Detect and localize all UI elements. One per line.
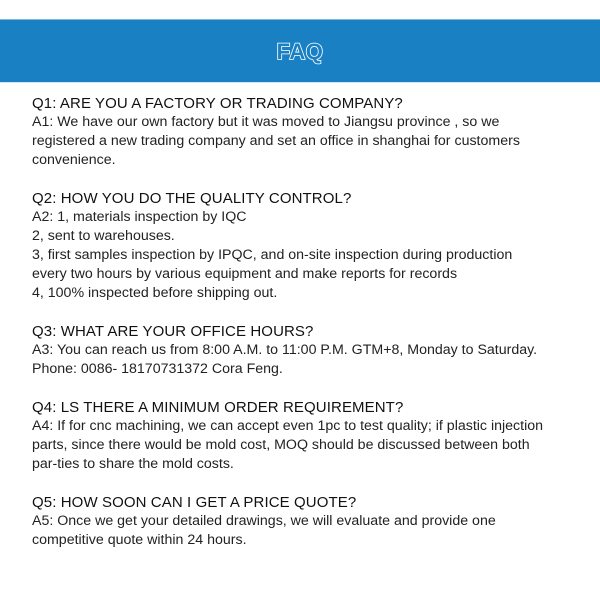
faq-question: Q3: WHAT ARE YOUR OFFICE HOURS? xyxy=(32,323,314,340)
answer-line: convenience. xyxy=(32,152,116,168)
faq-question: Q5: HOW SOON CAN I GET A PRICE QUOTE? xyxy=(32,494,357,511)
faq-item-q4 xyxy=(32,398,577,474)
faq-question: Q1: ARE YOU A FACTORY OR TRADING COMPANY? xyxy=(32,95,403,112)
answer-line: par-ties to share the mold costs. xyxy=(32,456,234,472)
answer-line: 3, first samples inspection by IPQC, and on-site inspection during production xyxy=(32,247,513,263)
answer-line: 4, 100% inspected before shipping out. xyxy=(32,285,278,301)
faq-list xyxy=(32,94,577,569)
answer-line: registered a new trading company and set an office in shanghai for customers xyxy=(32,133,520,149)
faq-item-q5 xyxy=(32,493,577,550)
faq-answer xyxy=(32,417,577,474)
answer-line: every two hours by various equipment and make reports for records xyxy=(32,266,458,282)
answer-line: competitive quote within 24 hours. xyxy=(32,532,247,548)
faq-item-q2 xyxy=(32,189,577,303)
faq-item-q3 xyxy=(32,322,577,379)
answer-line: Phone: 0086- 18170731372 Cora Feng. xyxy=(32,361,283,377)
answer-line: 2, sent to warehouses. xyxy=(32,228,175,244)
answer-line: A5: Once we get your detailed drawings, we will evaluate and provide one xyxy=(32,513,496,529)
faq-item-q1 xyxy=(32,94,577,170)
faq-answer xyxy=(32,512,577,550)
answer-line: A3: You can reach us from 8:00 A.M. to 11:00 P.M. GTM+8, Monday to Saturday. xyxy=(32,342,538,358)
answer-line: parts, since there would be mold cost, MOQ should be discussed between both xyxy=(32,437,530,453)
answer-line: A1: We have our own factory but it was moved to Jiangsu province , so we xyxy=(32,114,500,130)
answer-line: A4: If for cnc machining, we can accept even 1pc to test quality; if plastic injection xyxy=(32,418,544,434)
faq-answer xyxy=(32,208,577,303)
faq-answer xyxy=(32,113,577,170)
faq-question: Q2: HOW YOU DO THE QUALITY CONTROL? xyxy=(32,190,352,207)
faq-header-banner xyxy=(0,19,600,83)
answer-line: A2: 1, materials inspection by IQC xyxy=(32,209,247,225)
faq-title: FAQ xyxy=(276,38,324,64)
faq-question: Q4: LS THERE A MINIMUM ORDER REQUIREMENT? xyxy=(32,399,404,416)
faq-answer xyxy=(32,341,577,379)
